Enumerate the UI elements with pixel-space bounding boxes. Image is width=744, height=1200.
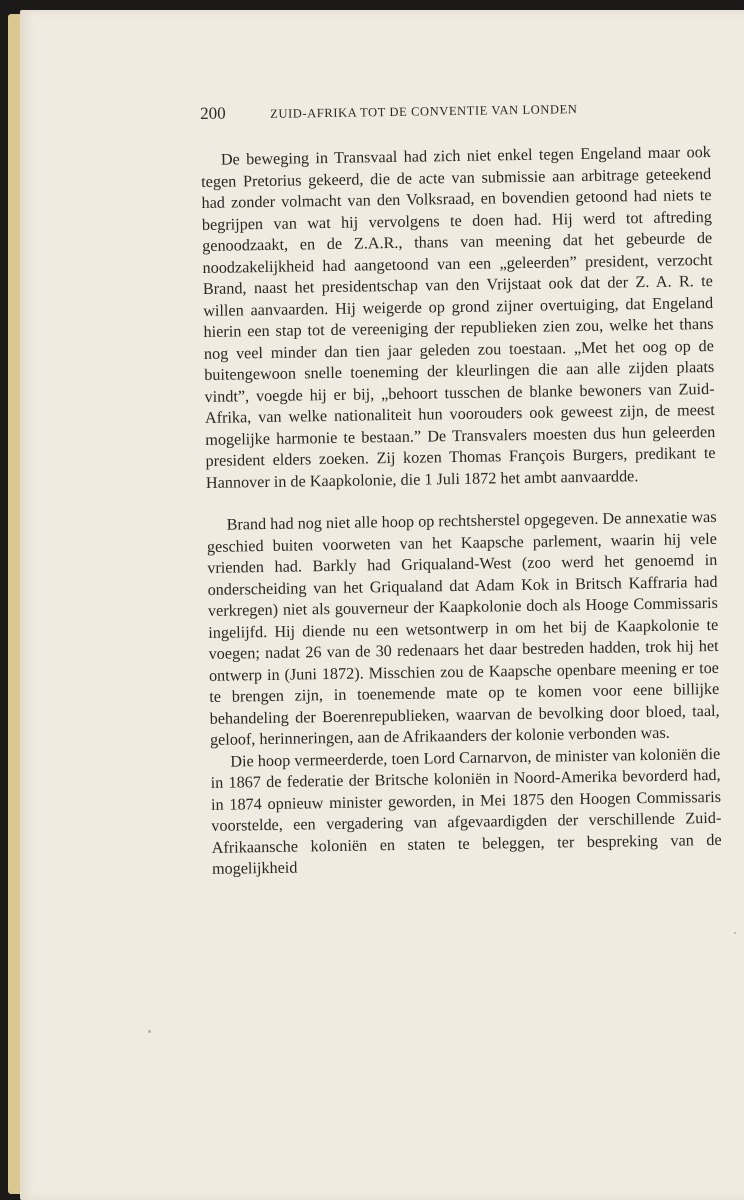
running-title: ZUID-AFRIKA TOT DE CONVENTIE VAN LONDEN xyxy=(270,102,578,121)
text-block xyxy=(200,96,722,880)
paragraph-3: Die hoop vermeerderde, toen Lord Carnarvon, de minister van koloniën die in 1867 de federatie der Britsche koloniën in Noord-Amerika bevorderd had, in 1874 opnieuw minister geworden, in Mei 1875 den Hoogen Commissaris voorstelde, een vergadering van afgevaardigden der verschillende Zuid-Afrikaansche koloniën en staten te beleggen, ter bespreking van de mogelijkheid xyxy=(210,744,722,878)
paragraph-2: Brand had nog niet alle hoop op rechtsherstel opgegeven. De annexatie was geschied buiten voorweten van het Kaapsche parlement, waarin hij vele vrienden had. Barkly had Griqualand-West (zoo werd het genoemd in onderscheiding van het Griqualand dat Adam Kok in Britsch Kaffraria had verkregen) niet als gouverneur der Kaapkolonie doch als Hooge Commissaris ingelijfd. Hij diende nu een wetsontwerp in om het bij de Kaapkolonie te voegen; nadat 26 van de 30 redenaars het daar bestreden hadden, trok hij het ontwerp in (Juni 1872). Misschien zou de Kaapsche openbare meening er toe te brengen zijn, in toenemende mate op te komen voor eene billijke behandeling der Boerenrepublieken, waarvan de bevolking door bloed, taal, geloof, herinneringen, aan de Afrikaanders der kolonie verbonden was. xyxy=(206,507,720,749)
paragraph-1: De beweging in Transvaal had zich niet enkel tegen Engeland maar ook tegen Pretorius gekeerd, die de acte van submissie aan arbitrage geteekend had zonder volmacht van den Volksraad, en bovendien getoond had niets te begrijpen van wat hij vervolgens te doen had. Hij werd tot aftreding genoodzaakt, en de Z.A.R., thans van meening dat het gebeurde de noodzakelijkheid had aangetoond van een „geleerden” president, verzocht Brand, naast het presidentschap van den Vrijstaat ook dat der Z. A. R. te willen aanvaarden. Hij weigerde op grond zijner overtuiging, dat Engeland hierin een stap tot de vereeniging der republieken zien zou, welke het thans nog veel minder dan tien jaar geleden zou toestaan. „Met het oog op de buitengewoon snelle toeneming der kleurlingen die aan alle zijden plaats vindt”, voegde hij er bij, „behoort tusschen de blanke bewoners van Zuid-Afrika, van welke nationaliteit hun voorouders ook geweest zijn, de meest mogelijke harmonie te bestaan.” De Transvalers moesten dus hun geleerden president elders zoeken. Zij kozen Thomas François Burgers, predikant te Hannover in de Kaapkolonie, die 1 Juli 1872 het ambt aanvaardde. xyxy=(201,142,716,492)
page-number: 200 xyxy=(200,103,226,123)
paper-speck xyxy=(148,1030,151,1033)
paper-speck xyxy=(734,932,736,934)
